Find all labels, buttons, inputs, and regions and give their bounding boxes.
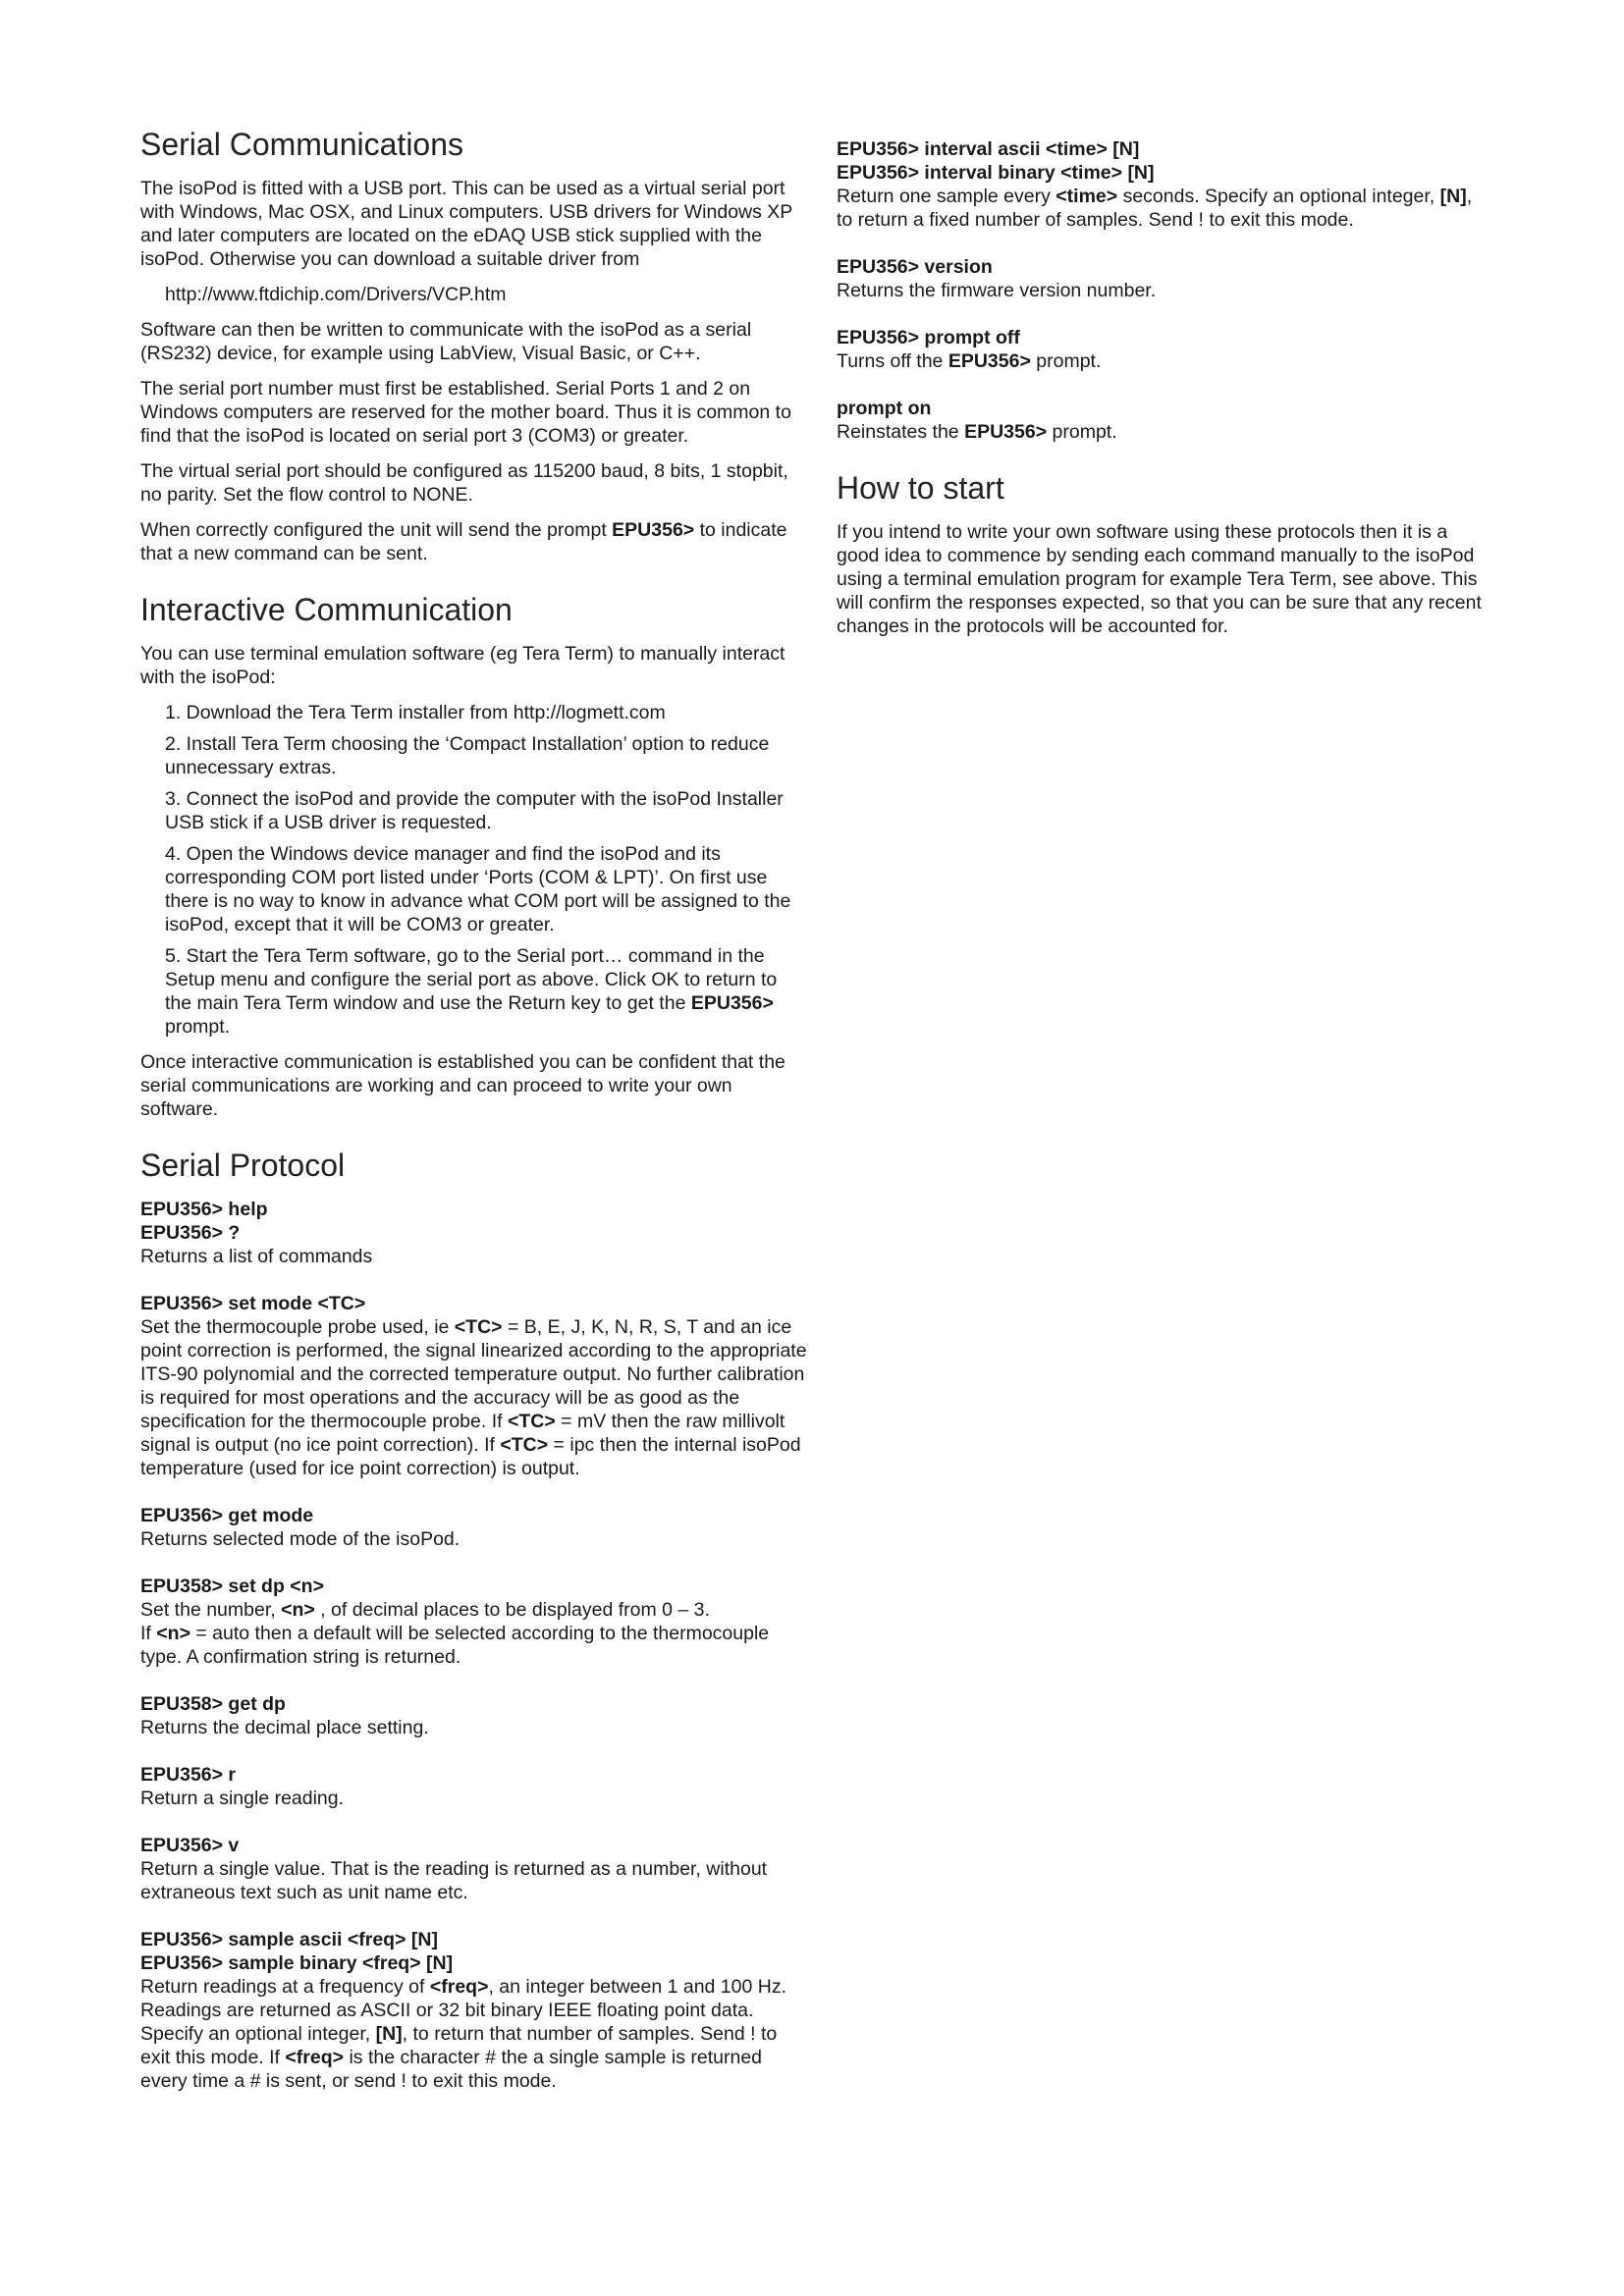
heading-serial-protocol: Serial Protocol: [140, 1148, 346, 1183]
left-column: [140, 126, 808, 2116]
command-help: EPU356> help: [140, 1199, 268, 1220]
command-prompt-on-description: Reinstates the EPU356> prompt.: [837, 421, 1117, 443]
setup-step-1: 1. Download the Tera Term installer from http://logmett.com: [165, 702, 666, 723]
serial-comms-paragraph-5: When correctly configured the unit will send the prompt EPU356> to indicate that a new command can be sent.: [140, 519, 787, 564]
command-get-mode: EPU356> get mode: [140, 1505, 314, 1526]
command-r: EPU356> r: [140, 1764, 237, 1786]
command-set-mode: EPU356> set mode <TC>: [140, 1293, 366, 1314]
command-r-description: Return a single reading.: [140, 1788, 345, 1809]
command-version: EPU356> version: [837, 256, 993, 278]
setup-step-2: 2. Install Tera Term choosing the ‘Compact Installation’ option to reduce unnecessary extras.: [165, 733, 770, 778]
command-prompt-on: prompt on: [837, 398, 932, 419]
command-prompt-off-description: Turns off the EPU356> prompt.: [837, 350, 1102, 372]
command-prompt-off: EPU356> prompt off: [837, 327, 1020, 348]
command-interval-ascii: EPU356> interval ascii <time> [N]: [837, 138, 1140, 160]
command-sample-description: Return readings at a frequency of <freq>, an integer between 1 and 100 Hz. Readings are returned as ASCII or 32 bit binary IEEE floating point data. Specify an optional integer, [N], to return that number of samples. Send ! to exit this mode. If <freq> is the character # the a single sample is returned every time a # is sent, or send ! to exit this mode.: [140, 1976, 787, 2092]
heading-serial-communications: Serial Communications: [140, 127, 464, 162]
command-get-mode-description: Returns selected mode of the isoPod.: [140, 1528, 460, 1550]
setup-steps-list: [140, 701, 808, 1039]
driver-url: http://www.ftdichip.com/Drivers/VCP.htm: [165, 284, 507, 305]
command-v: EPU356> v: [140, 1835, 240, 1856]
setup-step-4: 4. Open the Windows device manager and find the isoPod and its corresponding COM port listed under ‘Ports (COM & LPT)’. On first use there is no way to know in advance what COM port will be assigned to the isoPod, except that it will be COM3 or greater.: [165, 843, 791, 935]
setup-step-5: 5. Start the Tera Term software, go to the Serial port… command in the Setup menu and configure the serial port as above. Click OK to return to the main Tera Term window and use the Return key to get the EPU356> prompt.: [165, 945, 778, 1038]
command-sample-binary: EPU356> sample binary <freq> [N]: [140, 1952, 454, 1974]
command-help-description: Returns a list of commands: [140, 1246, 373, 1267]
serial-comms-paragraph-3: The serial port number must first be established. Serial Ports 1 and 2 on Windows computers are reserved for the mother board. Thus it is common to find that the isoPod is located on serial port 3 (COM3) or greater.: [140, 378, 791, 447]
command-version-description: Returns the firmware version number.: [837, 280, 1157, 301]
heading-how-to-start: How to start: [837, 470, 1004, 506]
interactive-intro: You can use terminal emulation software (eg Tera Term) to manually interact with the isoPod:: [140, 643, 785, 688]
command-get-dp-description: Returns the decimal place setting.: [140, 1717, 429, 1738]
serial-comms-paragraph-1: The isoPod is fitted with a USB port. This can be used as a virtual serial port with Windows, Mac OSX, and Linux computers. USB drivers for Windows XP and later computers are located on the eDAQ USB stick supplied with the isoPod. Otherwise you can download a suitable driver from: [140, 178, 792, 270]
command-help-alias: EPU356> ?: [140, 1222, 241, 1244]
serial-comms-paragraph-4: The virtual serial port should be configured as 115200 baud, 8 bits, 1 stopbit, no parity. Set the flow control to NONE.: [140, 460, 788, 506]
command-sample-ascii: EPU356> sample ascii <freq> [N]: [140, 1929, 438, 1950]
serial-comms-paragraph-2: Software can then be written to communicate with the isoPod as a serial (RS232) device, for example using LabView, Visual Basic, or C++.: [140, 319, 752, 364]
command-set-dp-description: Set the number, <n> , of decimal places to be displayed from 0 – 3. If <n> = auto then a default will be selected according to the thermocouple type. A confirmation string is returned.: [140, 1599, 770, 1668]
interactive-outro: Once interactive communication is established you can be confident that the serial communications are working and can proceed to write your own software.: [140, 1051, 785, 1120]
command-v-description: Return a single value. That is the reading is returned as a number, without extraneous text such as unit name etc.: [140, 1858, 768, 1903]
command-set-dp: EPU358> set dp <n>: [140, 1575, 324, 1597]
command-interval-binary: EPU356> interval binary <time> [N]: [837, 162, 1155, 184]
command-get-dp: EPU358> get dp: [140, 1693, 286, 1715]
right-column: [837, 137, 1485, 650]
how-to-start-body: If you intend to write your own software using these protocols then it is a good idea to commence by sending each command manually to the isoPod using a terminal emulation program for example Tera Term, see above. This will confirm the responses expected, so that you can be sure that any recent changes in the protocols will be accounted for.: [837, 521, 1482, 637]
setup-step-3: 3. Connect the isoPod and provide the computer with the isoPod Installer USB stick if a USB driver is requested.: [165, 788, 784, 833]
command-interval-description: Return one sample every <time> seconds. Specify an optional integer, [N], to return a fixed number of samples. Send ! to exit this mode.: [837, 186, 1473, 231]
command-set-mode-description: Set the thermocouple probe used, ie <TC> = B, E, J, K, N, R, S, T and an ice point correction is performed, the signal linearized according to the appropriate ITS-90 polynomial and the corrected temperature output. No further calibration is required for most operations and the accuracy will be as good as the specification for the thermocouple probe. If <TC> = mV then the raw millivolt signal is output (no ice point correction). If <TC> = ipc then the internal isoPod temperature (used for ice point correction) is output.: [140, 1316, 807, 1479]
heading-interactive-communication: Interactive Communication: [140, 592, 513, 627]
